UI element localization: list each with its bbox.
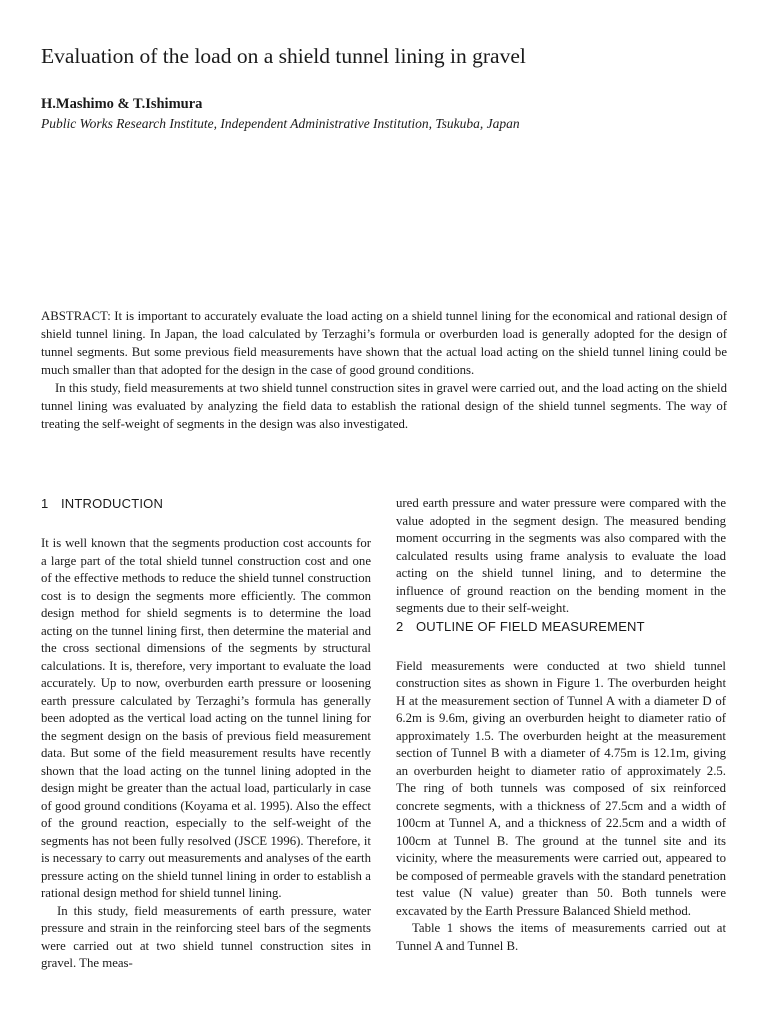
section-1-title: INTRODUCTION (61, 496, 164, 511)
section-1-paragraph-2-continued: ured earth pressure and water pressure were compared with the value adopted in the segment design. The measured bending moment occurring in the segments was also compared with the calculated results using frame analysis to evaluate the load acting on the shield tunnel lining, and to determine the influence of ground reaction on the bending moment in the segments due to their self-weight. (396, 496, 726, 615)
abstract-paragraph-2: In this study, field measurements at two shield tunnel construction sites in gravel were carried out, and the load acting on the shield tunnel lining was evaluated by analyzing the field data to establish the rational design of the shield tunnel segments. The way of treating the self-weight of segments in the design was also investigated. (41, 381, 727, 431)
section-1-paragraph-2: In this study, field measurements of earth pressure, water pressure and strain in the reinforcing steel bars of the segments were carried out at two shield tunnel construction sites in gravel. The meas- (41, 903, 371, 970)
left-column (41, 495, 371, 973)
abstract (41, 307, 727, 433)
paper-authors: H.Mashimo & T.Ishimura (41, 96, 203, 112)
section-1-heading (41, 495, 371, 513)
abstract-paragraph-1: ABSTRACT: It is important to accurately evaluate the load acting on a shield tunnel lining for the economical and rational design of shield tunnel lining. In Japan, the load calculated by Terzaghi’s formula or overburden load is generally adopted for the design of tunnel segments. But some previous field measurements have shown that the actual load acting on the shield tunnel lining could be much smaller than that adopted for the design in the case of good ground conditions. (41, 309, 727, 377)
section-2-paragraph-1: Field measurements were conducted at two shield tunnel construction sites as shown in Figure 1. The overburden height H at the measurement section of Tunnel A with a diameter D of 6.2m is 9.6m, giving an overburden height to diameter ratio of approximately 1.5. The overburden height at the measurement section of Tunnel B with a diameter of 4.75m is 12.1m, giving an overburden height to diameter ratio of approximately 2.5. The ring of both tunnels was composed of six reinforced concrete segments, with a thickness of 27.5cm and a width of 100cm at Tunnel A, and a thickness of 22.5cm and a width of 100cm at Tunnel B. The ground at the tunnel site and its vicinity, where the measurements were carried out, appeared to be composed of permeable gravels with the standard penetration test value (N value) greater than 50. Both tunnels were excavated by the Earth Pressure Balanced Shield method. (396, 658, 726, 918)
right-column (396, 495, 726, 955)
section-1-number: 1 (41, 496, 49, 511)
section-1-paragraph-1: It is well known that the segments production cost accounts for a large part of the total shield tunnel construction cost and one of the effective methods to reduce the shield tunnel construction cost is to design the segments more efficiently. The common design method for shield segments is to determine the load acting on the tunnel lining first, then determine the material and the cross sectional dimensions of the segments by structural calculations. It is, therefore, very important to evaluate the load accurately. Up to now, overburden earth pressure or loosening earth pressure calculated by Terzaghi’s formula has generally been adopted as the vertical load acting on the tunnel lining for the segment design on the basis of previous field measurement data. But some of the field measurement results have recently shown that the load acting on the tunnel lining adopted in the design might be greater than the actual load, particularly in case of good ground conditions (Koyama et al. 1995). Also the effect of the ground reaction, especially to the self-weight of the segments has not been fully resolved (JSCE 1996). Therefore, it is necessary to carry out measurements and analyses of the earth pressure acting on the shield tunnel lining in order to establish a rational design method for shield tunnel lining. (41, 536, 371, 900)
paper-title: Evaluation of the load on a shield tunnel lining in gravel (41, 44, 526, 68)
section-2-heading (396, 618, 726, 636)
section-2-title: OUTLINE OF FIELD MEASUREMENT (416, 618, 645, 634)
section-2-number: 2 (396, 618, 404, 634)
section-2-paragraph-2: Table 1 shows the items of measurements carried out at Tunnel A and Tunnel B. (396, 921, 726, 953)
paper-affiliation: Public Works Research Institute, Independent Administrative Institution, Tsukuba, Japan (41, 116, 520, 131)
